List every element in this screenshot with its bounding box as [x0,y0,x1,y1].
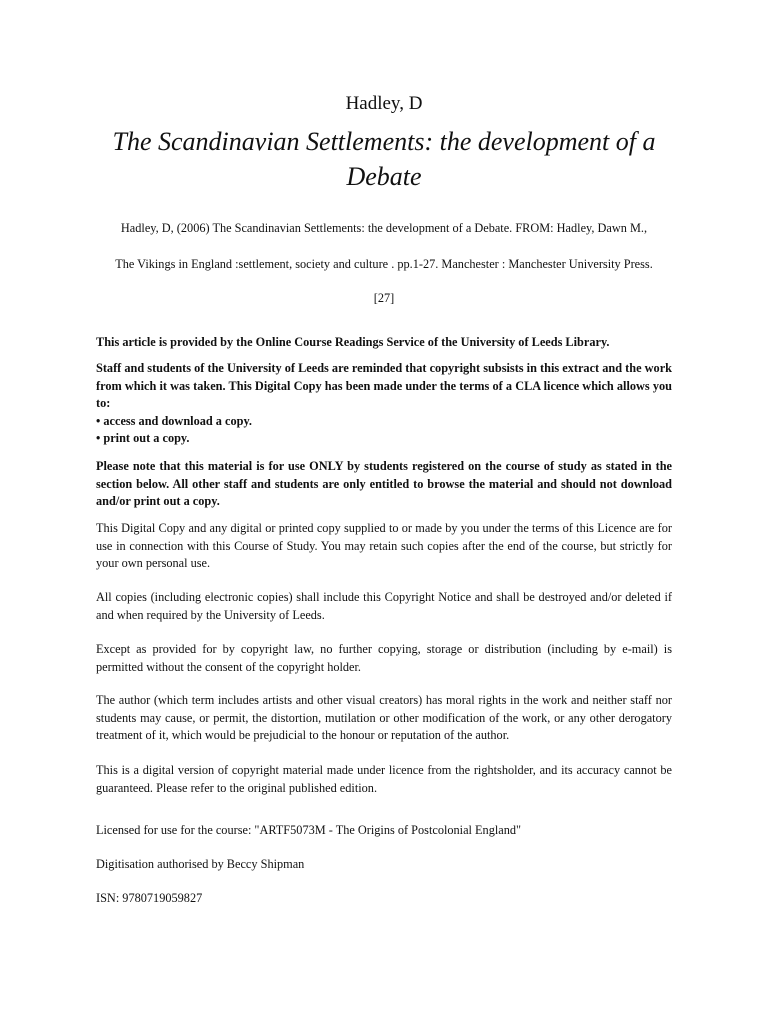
all-copies-paragraph: All copies (including electronic copies) shall include this Copyright Notice and shall be destroyed and/or deleted if and when required by the University of Leeds. [96,590,672,622]
digital-version-paragraph: This is a digital version of copyright material made under licence from the rightsholder, and its accuracy cannot be guaranteed. Please refer to the original published edition. [96,763,672,795]
bullet-access-download: • access and download a copy. [96,413,252,428]
citation-line-1: Hadley, D, (2006) The Scandinavian Settlements: the development of a Debate. FROM: Hadley, Dawn M., [120,221,648,235]
usage-restriction-notice: Please note that this material is for use ONLY by students registered on the course of study as stated in the section below. All other staff and students are only entitled to browse the material and should not download and/or print out a copy. [96,459,672,508]
author-heading: Hadley, D [345,93,423,114]
moral-rights-paragraph: The author (which term includes artists and other visual creators) has moral rights in the work and neither staff nor students may cause, or permit, the distortion, mutilation or other modification of the work, or any other derogatory treatment of it, which would be prejudicial to the honour or reputation of the author. [96,693,672,742]
document-title: The Scandinavian Settlements: the development of a Debate [112,127,656,191]
digital-copy-paragraph: This Digital Copy and any digital or printed copy supplied to or made by you under the terms of this Licence are for use in connection with this Course of Study. You may retain such copies after the end of the course, but strictly for your own personal use. [96,521,672,570]
digitisation-line: Digitisation authorised by Beccy Shipman [96,857,305,871]
isn-line: ISN: 9780719059827 [96,891,203,905]
bullet-print-copy: • print out a copy. [96,431,190,445]
staff-notice [96,360,672,448]
course-license-line: Licensed for use for the course: "ARTF5073M - The Origins of Postcolonial England" [96,823,522,837]
staff-notice-text: Staff and students of the University of Leeds are reminded that copyright subsists in this extract and the work from which it was taken. This Digital Copy has been made under the terms of a CLA licence which allows you to: [96,361,672,410]
copyright-law-paragraph: Except as provided for by copyright law, no further copying, storage or distribution (including by e-mail) is permitted without the consent of the copyright holder. [96,642,672,674]
provided-notice: This article is provided by the Online Course Readings Service of the University of Leeds Library. [96,335,610,349]
page-reference: [27] [373,291,395,305]
citation-line-2: The Vikings in England :settlement, society and culture . pp.1-27. Manchester : Manchester University Press. [115,257,653,271]
